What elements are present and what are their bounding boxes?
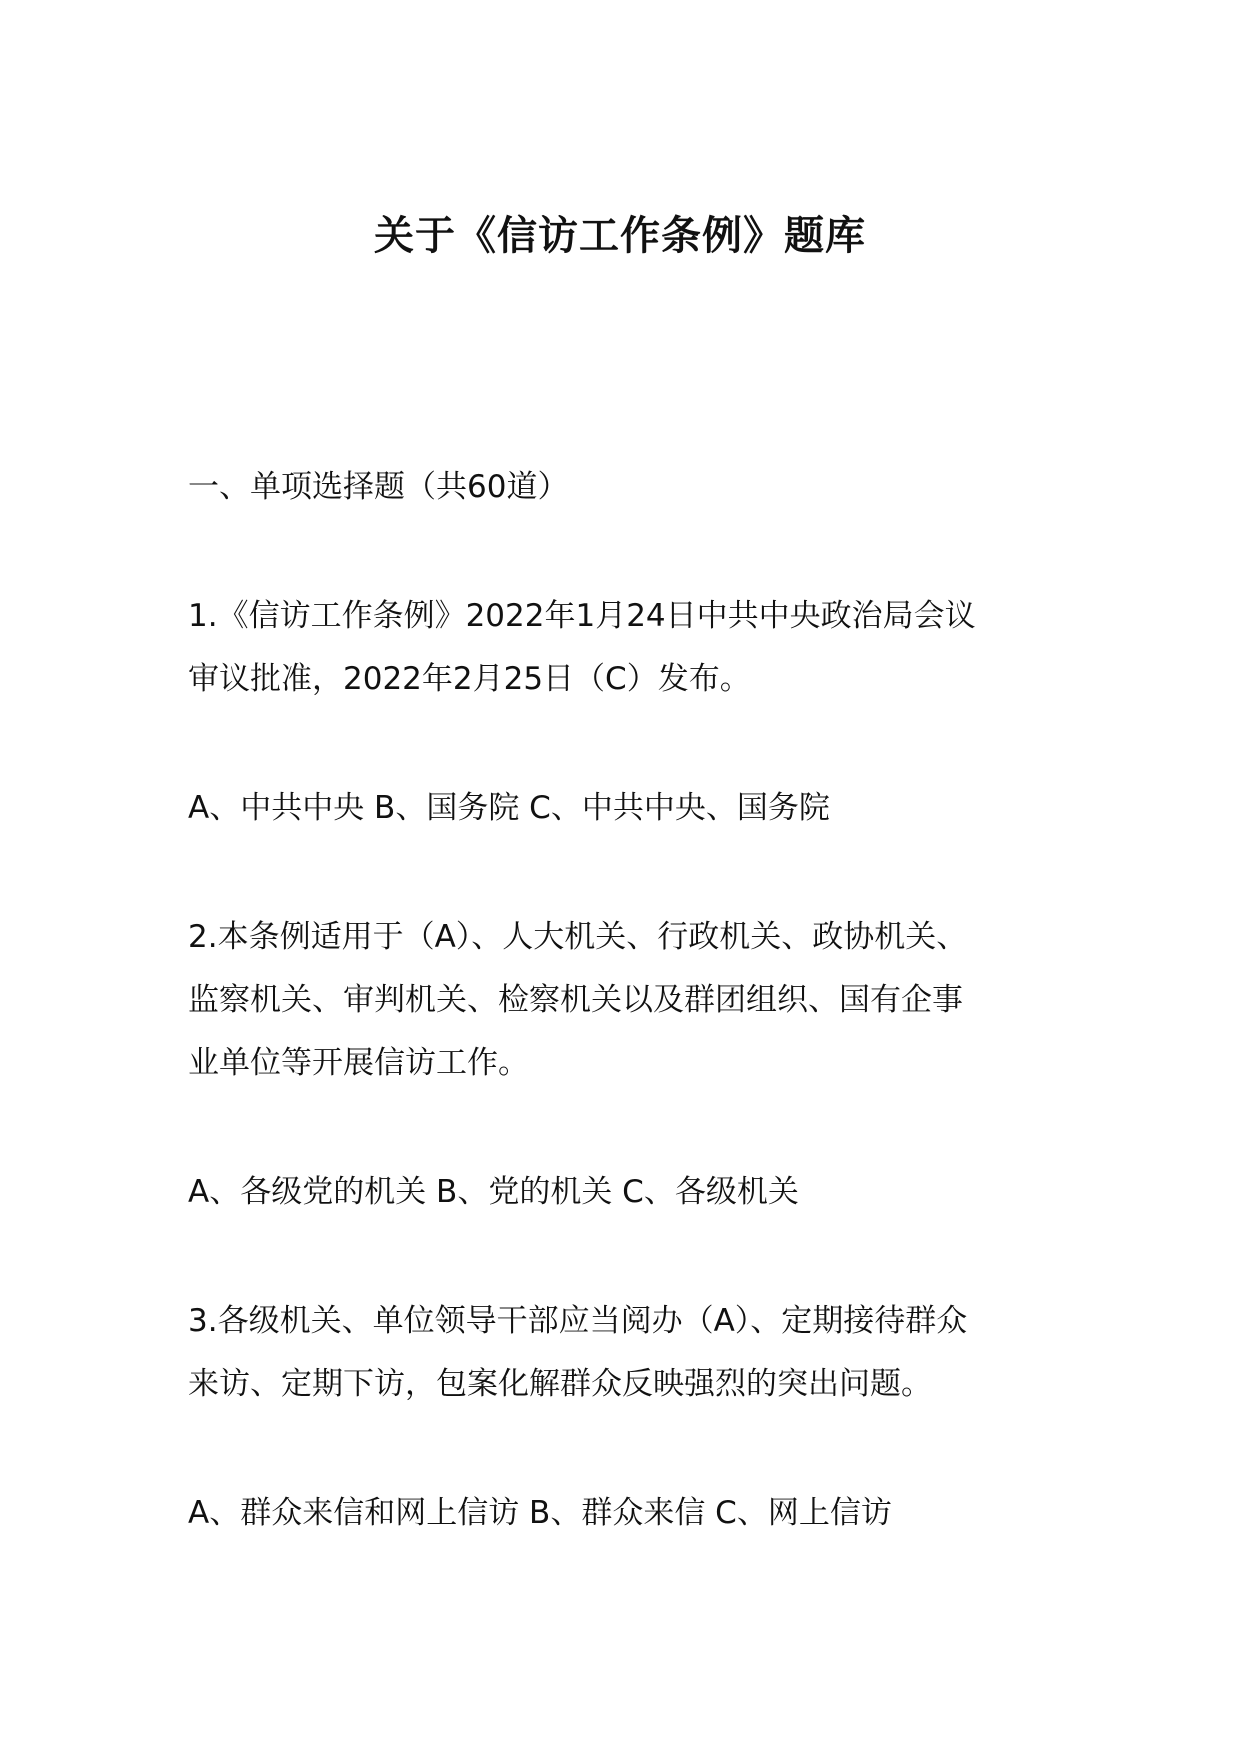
question-stem-line: 业单位等开展信访工作。: [188, 1045, 529, 1081]
question-1: [188, 585, 1068, 711]
document-body: [188, 456, 1068, 1611]
question-stem-line: 3.各级机关、单位领导干部应当阅办（A）、定期接待群众: [188, 1303, 968, 1339]
section-heading: 一、单项选择题（共60道）: [188, 469, 569, 505]
question-1-options: A、中共中央 B、国务院 C、中共中央、国务院: [188, 790, 830, 826]
question-stem-line: 审议批准，2022年2月25日（C）发布。: [188, 661, 751, 697]
question-stem-line: 监察机关、审判机关、检察机关以及群团组织、国有企事: [188, 982, 963, 1018]
question-stem-line: 来访、定期下访，包案化解群众反映强烈的突出问题。: [188, 1366, 932, 1402]
question-3: [188, 1290, 1068, 1416]
question-stem-line: 1.《信访工作条例》2022年1月24日中共中央政治局会议: [188, 598, 976, 634]
document-title: 关于《信访工作条例》题库: [374, 213, 866, 259]
question-3-options: A、群众来信和网上信访 B、群众来信 C、网上信访: [188, 1495, 892, 1531]
question-2: [188, 906, 1068, 1095]
question-2-options: A、各级党的机关 B、党的机关 C、各级机关: [188, 1174, 799, 1210]
question-stem-line: 2.本条例适用于（A）、人大机关、行政机关、政协机关、: [188, 919, 968, 955]
